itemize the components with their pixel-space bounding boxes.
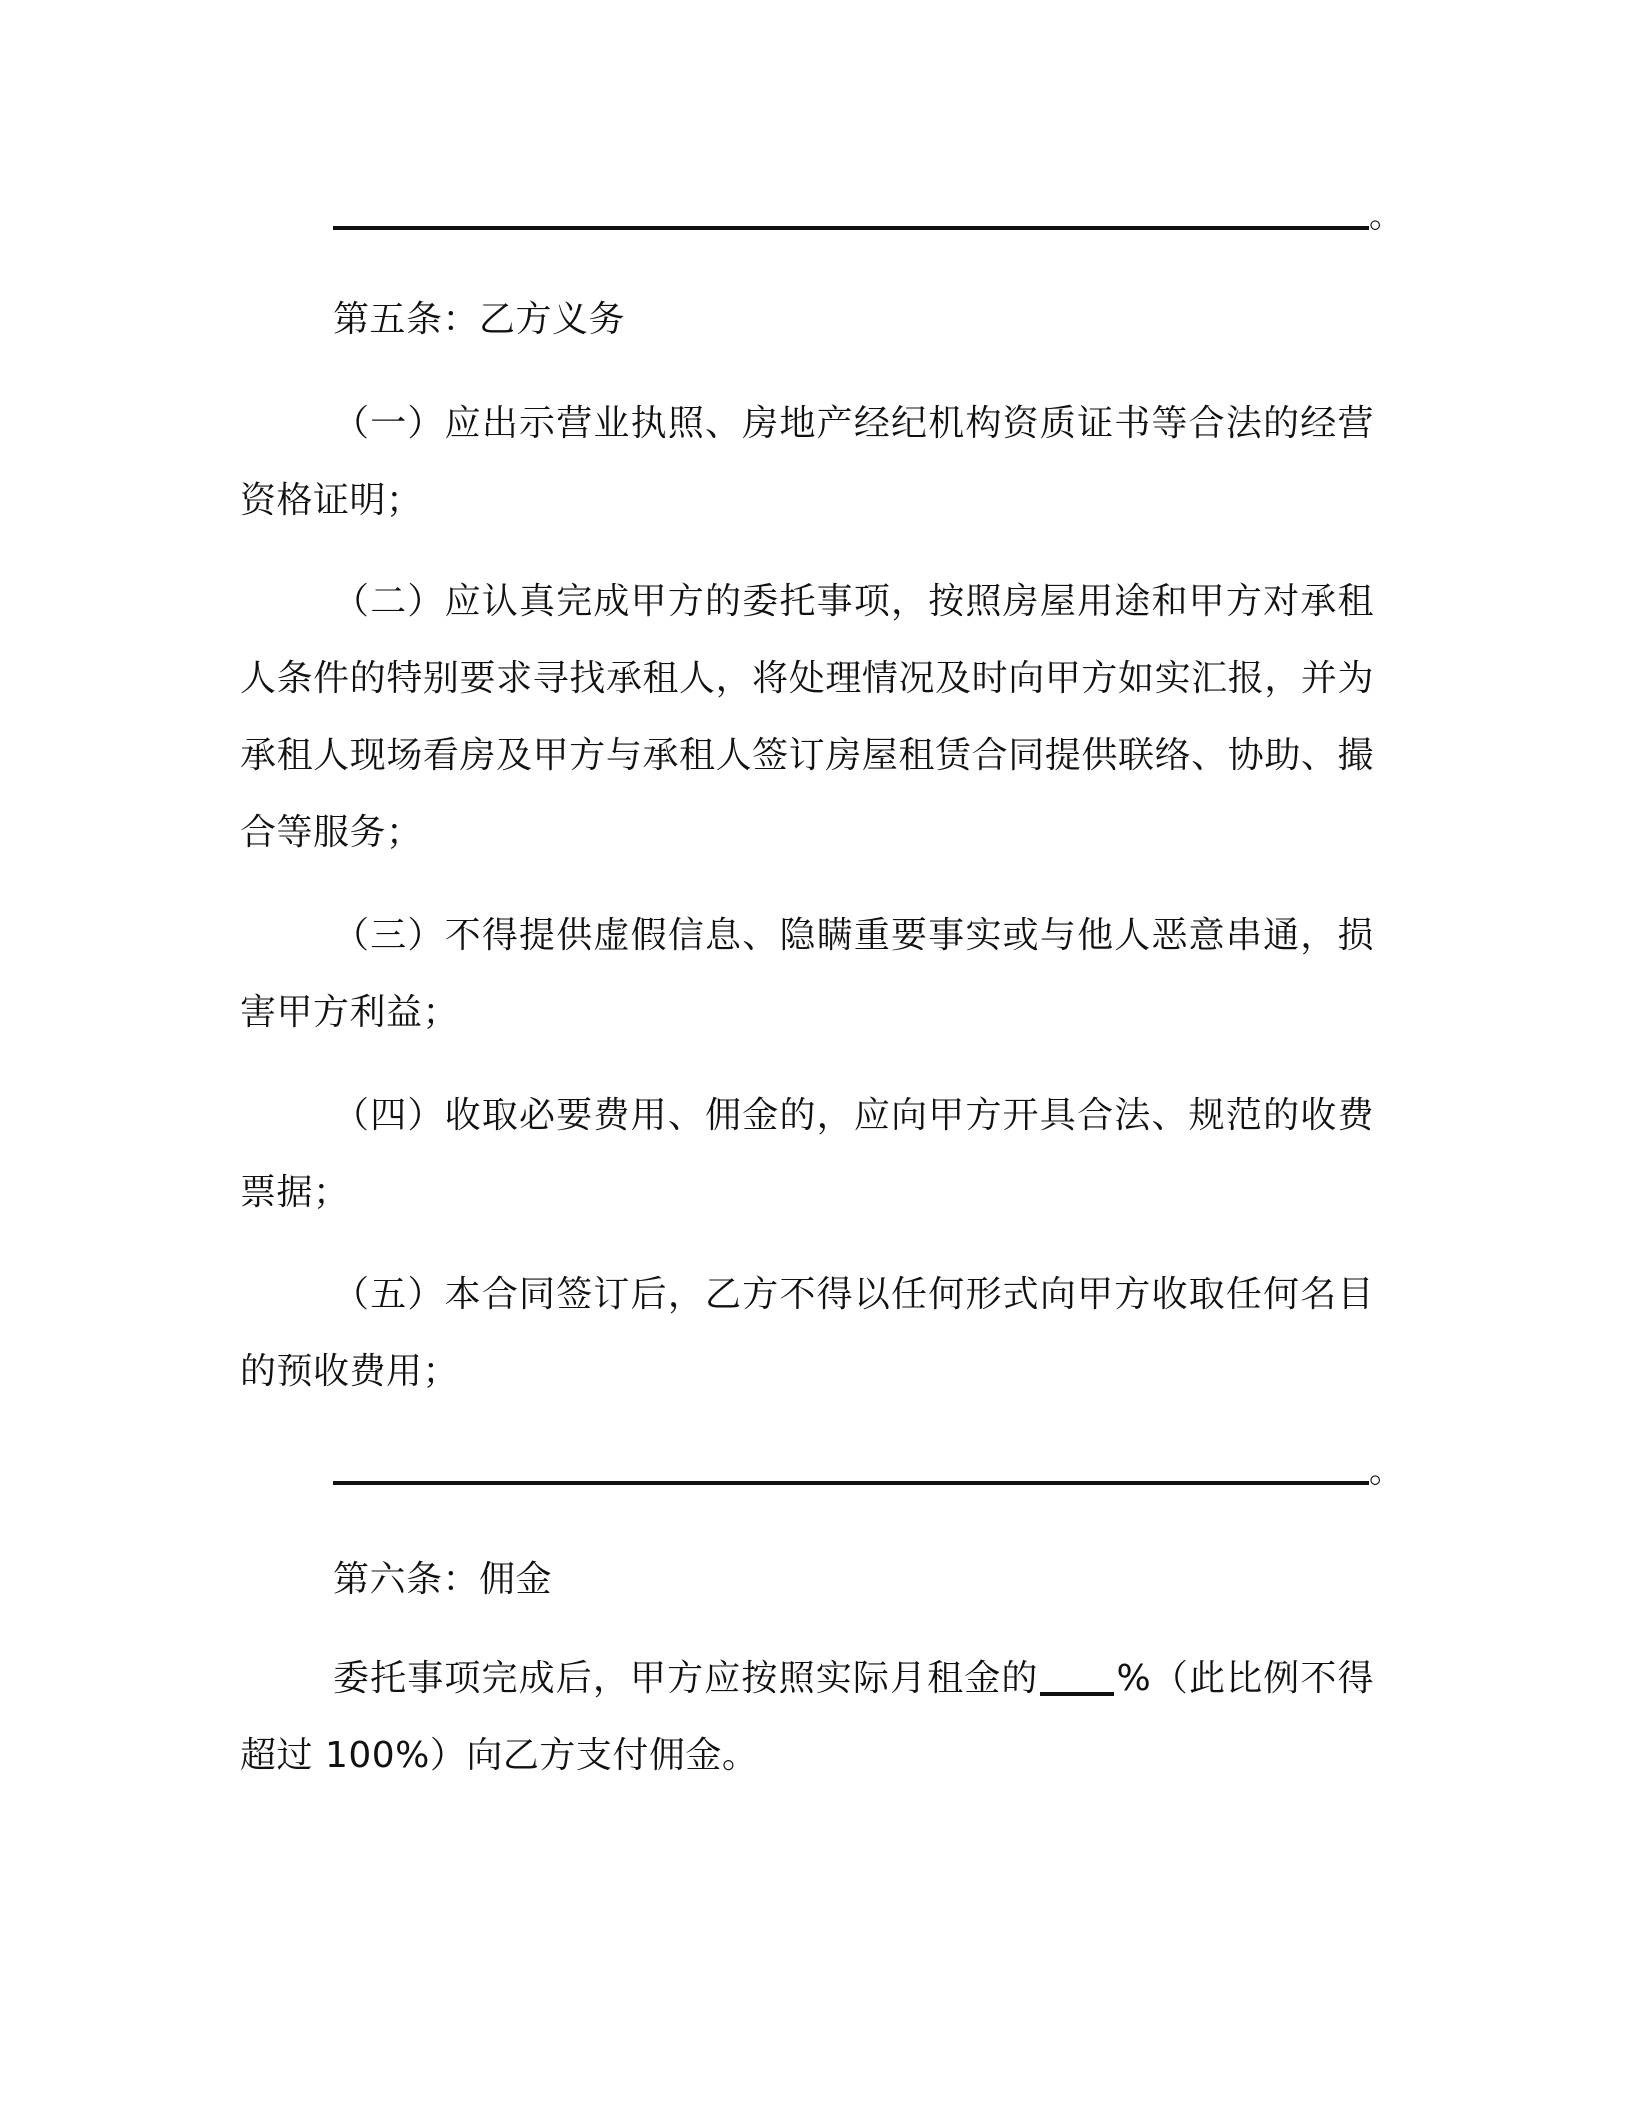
article5-title: 第五条：乙方义务 <box>333 299 626 340</box>
line-end-mark: 。 <box>1369 1451 1403 1491</box>
line-end-mark: 。 <box>1369 196 1403 236</box>
article5-item-1: （一）应出示营业执照、房地产经纪机构资质证书等合法的经营资格证明； <box>240 403 1374 521</box>
article5-item-5: （五）本合同签订后，乙方不得以任何形式向甲方收取任何名目的预收费用； <box>240 1274 1374 1392</box>
article6-paragraph <box>240 1640 1374 1794</box>
article5-item-3: （三）不得提供虚假信息、隐瞒重要事实或与他人恶意串通，损害甲方利益； <box>240 915 1374 1033</box>
fill-in-rule <box>333 1481 1369 1485</box>
article5-item-2: （二）应认真完成甲方的委托事项，按照房屋用途和甲方对承租人条件的特别要求寻找承租人，将处理情况及时向甲方如实汇报，并为承租人现场看房及甲方与承租人签订房屋租赁合同提供联络、协助、撮合等服务； <box>240 581 1374 853</box>
article6-title: 第六条：佣金 <box>333 1559 553 1600</box>
article6-text-before: 委托事项完成后，甲方应按照实际月租金的 <box>333 1658 1039 1699</box>
article6-text-after: %（此比例不得超过 100%）向乙方支付佣金。 <box>240 1658 1374 1776</box>
article5-item-4: （四）收取必要费用、佣金的，应向甲方开具合法、规范的收费票据； <box>240 1095 1374 1213</box>
fill-in-line-top <box>333 196 1403 236</box>
fill-in-rule <box>333 226 1369 230</box>
percentage-blank <box>1040 1692 1114 1696</box>
fill-in-line-bottom <box>333 1451 1403 1491</box>
